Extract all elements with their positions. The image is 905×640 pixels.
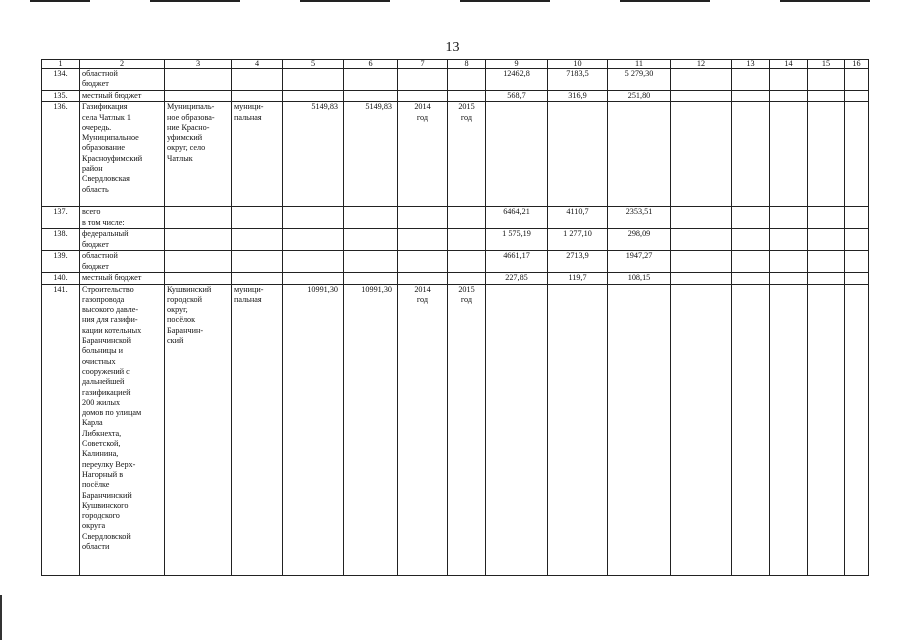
table-cell	[344, 91, 398, 102]
table-cell	[845, 69, 869, 91]
page-number: 13	[445, 40, 460, 55]
table-cell	[448, 273, 486, 284]
column-header-cell: 8	[448, 60, 486, 69]
table-cell: 2353,51	[608, 207, 671, 229]
table-cell	[732, 91, 770, 102]
table-cell	[845, 91, 869, 102]
scan-top-rule	[620, 0, 710, 2]
column-header-cell: 3	[165, 60, 232, 69]
table-cell	[232, 229, 283, 251]
table-cell: федеральный бюджет	[80, 229, 165, 251]
table-cell	[232, 207, 283, 229]
table-cell: всего в том числе:	[80, 207, 165, 229]
table-cell	[732, 251, 770, 273]
table-cell: Кушвинский городской округ, посёлок Баранчин- ский	[165, 284, 232, 575]
table-cell: местный бюджет	[80, 273, 165, 284]
table-cell	[845, 284, 869, 575]
table-cell	[808, 207, 845, 229]
table-cell	[344, 207, 398, 229]
column-header-cell: 13	[732, 60, 770, 69]
column-header-cell: 14	[770, 60, 808, 69]
table-cell	[448, 251, 486, 273]
table-cell	[845, 207, 869, 229]
table-cell	[770, 91, 808, 102]
table-cell	[232, 69, 283, 91]
table-row	[42, 102, 869, 207]
table-cell	[344, 69, 398, 91]
column-header-cell: 10	[548, 60, 608, 69]
scan-top-rule	[460, 0, 550, 2]
table-cell: 298,09	[608, 229, 671, 251]
table-cell	[808, 273, 845, 284]
table-cell: муници- пальная	[232, 102, 283, 207]
table-cell	[770, 69, 808, 91]
table-cell	[770, 229, 808, 251]
table-cell: 2015 год	[448, 102, 486, 207]
column-number-header	[42, 60, 869, 69]
table-cell	[165, 207, 232, 229]
row-number-cell: 134.	[42, 69, 80, 91]
table-cell	[283, 251, 344, 273]
row-number-cell: 139.	[42, 251, 80, 273]
table-cell: 1947,27	[608, 251, 671, 273]
table-cell: 12462,8	[486, 69, 548, 91]
table-cell	[283, 229, 344, 251]
table-cell: 2014 год	[398, 284, 448, 575]
table-cell: 1 575,19	[486, 229, 548, 251]
table-cell	[671, 273, 732, 284]
table-cell	[732, 229, 770, 251]
table-cell: 7183,5	[548, 69, 608, 91]
table-cell	[808, 102, 845, 207]
table-cell: муници- пальная	[232, 284, 283, 575]
column-header-cell: 6	[344, 60, 398, 69]
table-row	[42, 91, 869, 102]
scan-left-edge	[0, 595, 2, 640]
table-cell	[608, 102, 671, 207]
table-cell	[548, 284, 608, 575]
table-cell: 227,85	[486, 273, 548, 284]
row-number-cell: 137.	[42, 207, 80, 229]
table-cell: 5149,83	[344, 102, 398, 207]
table-cell	[283, 273, 344, 284]
table-cell: 2015 год	[448, 284, 486, 575]
column-header-cell: 2	[80, 60, 165, 69]
table-cell: 316,9	[548, 91, 608, 102]
table-cell: 5 279,30	[608, 69, 671, 91]
table-cell	[165, 69, 232, 91]
table-cell: 10991,30	[344, 284, 398, 575]
table-cell	[808, 251, 845, 273]
table-cell	[283, 69, 344, 91]
table-cell	[732, 273, 770, 284]
table-cell	[732, 102, 770, 207]
table-cell	[770, 207, 808, 229]
table-row	[42, 207, 869, 229]
table-cell: 1 277,10	[548, 229, 608, 251]
table-cell: 568,7	[486, 91, 548, 102]
scan-top-rule	[300, 0, 390, 2]
register-table	[41, 59, 869, 576]
table-cell: Муниципаль- ное образова- ние Красно- уфимский округ, село Чатлык	[165, 102, 232, 207]
table-cell	[671, 229, 732, 251]
column-header-cell: 4	[232, 60, 283, 69]
table-cell	[165, 251, 232, 273]
table-cell	[486, 284, 548, 575]
table-cell	[232, 91, 283, 102]
table-cell	[398, 207, 448, 229]
table-cell: 2014 год	[398, 102, 448, 207]
table-cell	[808, 284, 845, 575]
table-cell	[448, 69, 486, 91]
row-number-cell: 136.	[42, 102, 80, 207]
table-cell	[732, 69, 770, 91]
table-cell	[732, 284, 770, 575]
table-cell: 6464,21	[486, 207, 548, 229]
table-cell	[671, 102, 732, 207]
table-cell: областной бюджет	[80, 69, 165, 91]
table-cell: 2713,9	[548, 251, 608, 273]
table-cell	[165, 273, 232, 284]
table-cell	[344, 229, 398, 251]
table-cell	[770, 284, 808, 575]
table-cell	[448, 207, 486, 229]
table-row	[42, 284, 869, 575]
table-cell	[845, 273, 869, 284]
row-number-cell: 138.	[42, 229, 80, 251]
row-number-cell: 141.	[42, 284, 80, 575]
table-cell	[671, 207, 732, 229]
table-cell	[448, 91, 486, 102]
table-cell: областной бюджет	[80, 251, 165, 273]
table-cell: 10991,30	[283, 284, 344, 575]
table-cell: 5149,83	[283, 102, 344, 207]
column-header-cell: 7	[398, 60, 448, 69]
column-header-cell: 9	[486, 60, 548, 69]
table-cell	[398, 229, 448, 251]
table-cell	[608, 284, 671, 575]
table-cell: 4110,7	[548, 207, 608, 229]
table-cell	[671, 91, 732, 102]
table-cell	[808, 91, 845, 102]
column-header-cell: 12	[671, 60, 732, 69]
scan-top-rule	[30, 0, 90, 2]
table-cell	[671, 284, 732, 575]
table-cell	[344, 273, 398, 284]
row-number-cell: 140.	[42, 273, 80, 284]
table-cell	[283, 207, 344, 229]
table-cell	[845, 251, 869, 273]
table-cell	[448, 229, 486, 251]
table-cell: местный бюджет	[80, 91, 165, 102]
table-cell	[770, 102, 808, 207]
table-cell	[165, 91, 232, 102]
table-cell	[398, 273, 448, 284]
table-cell	[398, 69, 448, 91]
table-cell	[548, 102, 608, 207]
table-cell: 119,7	[548, 273, 608, 284]
table-cell	[671, 69, 732, 91]
column-header-cell: 15	[808, 60, 845, 69]
table-cell	[398, 91, 448, 102]
table-cell	[283, 91, 344, 102]
table-cell	[808, 229, 845, 251]
table-cell	[845, 102, 869, 207]
table-row	[42, 69, 869, 91]
table-cell: Газификация села Чатлык 1 очередь. Муниципальное образование Красноуфимский район Свердловская область	[80, 102, 165, 207]
table-cell: 4661,17	[486, 251, 548, 273]
table-cell: 108,15	[608, 273, 671, 284]
table-cell	[671, 251, 732, 273]
table-cell	[770, 273, 808, 284]
column-header-cell: 5	[283, 60, 344, 69]
table-cell	[770, 251, 808, 273]
column-header-cell: 1	[42, 60, 80, 69]
scan-top-rule	[150, 0, 240, 2]
scan-top-rule	[780, 0, 870, 2]
column-header-cell: 16	[845, 60, 869, 69]
table-cell	[732, 207, 770, 229]
column-header-cell: 11	[608, 60, 671, 69]
table-cell	[808, 69, 845, 91]
table-row	[42, 273, 869, 284]
table-cell	[232, 251, 283, 273]
table-cell	[845, 229, 869, 251]
table-cell	[344, 251, 398, 273]
table-cell	[486, 102, 548, 207]
table-row	[42, 251, 869, 273]
table-cell	[165, 229, 232, 251]
table-cell	[398, 251, 448, 273]
table-cell	[232, 273, 283, 284]
row-number-cell: 135.	[42, 91, 80, 102]
table-cell: 251,80	[608, 91, 671, 102]
table-cell: Строительство газопровода высокого давле- ния для газифи- кации котельных Баранчинской больницы и очистных сооружений с дальнейшей газификацией 200 жилых домов по улицам Карла Либкнехта, Советской, Калинина, переулку Верх- Нагорный в посёлке Баранчинский Кушвинского городского округа Свердловской области	[80, 284, 165, 575]
table-row	[42, 229, 869, 251]
